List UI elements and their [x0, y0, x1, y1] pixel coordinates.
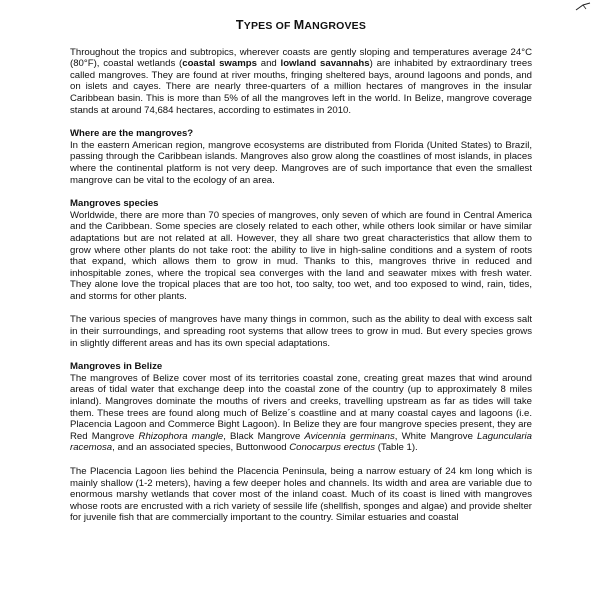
corner-mark-icon — [574, 2, 592, 12]
species-paragraph-2: The various species of mangroves have many things in common, such as the ability to deal with excess salt in their surroundings, and spreading root systems that allow trees to grow in mud. But every species grows in slightly different areas and has its own special adaptations. — [70, 314, 532, 349]
species-paragraph-1: Worldwide, there are more than 70 species of mangroves, only seven of which are found in Central America and the Caribbean. Some species are closely related to each other, while others look similar or have similar adaptations but are not related at all. However, they all share two great characteristics that allow them to grow where other plants do not take root: the ability to live in high-saline conditions and a system of roots that expand, which allows them to grow in mud. Thanks to this, mangroves thrive in reduced and inhospitable zones, where the tropical sea converges with the land and seawater mixes with fresh water. They alone love the tropical places that are too hot, too salty, too wet, and too exposed to wind, rain, tides, and storms for other plants. — [70, 209, 532, 302]
document-page — [70, 20, 532, 524]
section-heading-where: Where are the mangroves? — [70, 128, 194, 140]
belize-paragraph: The mangroves of Belize cover most of its territories coastal zone, creating great mazes that wind around areas of tidal water that exchange deep into the coastal zone of the country (up to approximately 8 miles inland). Mangroves dominate the mouths of rivers and creeks, travelling upstream as far as tides will take them. These trees are found along much of Belize´s coastline and at many coastal cayes and lagoons (i.e. Placencia Lagoon and Commerce Bight Lagoon). In Belize they are four mangrove species present, they are Red Mangrove Rhizophora mangle, Black Mangrove Avicennia germinans, White Mangrove Laguncularia racemosa, and an associated species, Buttonwood Conocarpus erectus (Table 1). — [70, 372, 532, 454]
where-paragraph: In the eastern American region, mangrove ecosystems are distributed from Florida (United States) to Brazil, passing through the Caribbean islands. Mangroves also grow along the coastlines of most islands, in places where the continental platform is not very deep. Mangroves are of such importance that even the smallest mangrove can be vital to the ecology of an area. — [70, 139, 532, 186]
intro-paragraph: Throughout the tropics and subtropics, wherever coasts are gently sloping and temperatures average 24°C (80°F), coastal wetlands (coastal swamps and lowland savannahs) are inhabited by extraordinary trees called mangroves. They are found at river mouths, fringing sheltered bays, around lagoons and ponds, and on islets and cayes. There are nearly three-quarters of a million hectares of mangroves in the insular Caribbean basin. This is more than 5% of all the mangroves left in the world. In Belize, mangrove coverage stands at around 74,684 hectares, according to estimates in 2010. — [70, 46, 532, 116]
page-title: TYPES OF MANGROVES — [235, 18, 367, 32]
placencia-paragraph: The Placencia Lagoon lies behind the Placencia Peninsula, being a narrow estuary of 24 km long which is mainly shallow (1-2 meters), having a few deeper holes and channels. Its width and area are variable due to enormous marshy wetlands that cover most of the inland coast. Much of its coast is lined with mangroves whose roots are encrusted with a rich variety of sessile life (shellfish, sponges and algae) and provide shelter for juvenile fish that are commercially important to the country. Similar estuaries and coastal — [70, 466, 532, 524]
section-heading-species: Mangroves species — [70, 198, 159, 210]
section-heading-belize: Mangroves in Belize — [70, 361, 163, 373]
